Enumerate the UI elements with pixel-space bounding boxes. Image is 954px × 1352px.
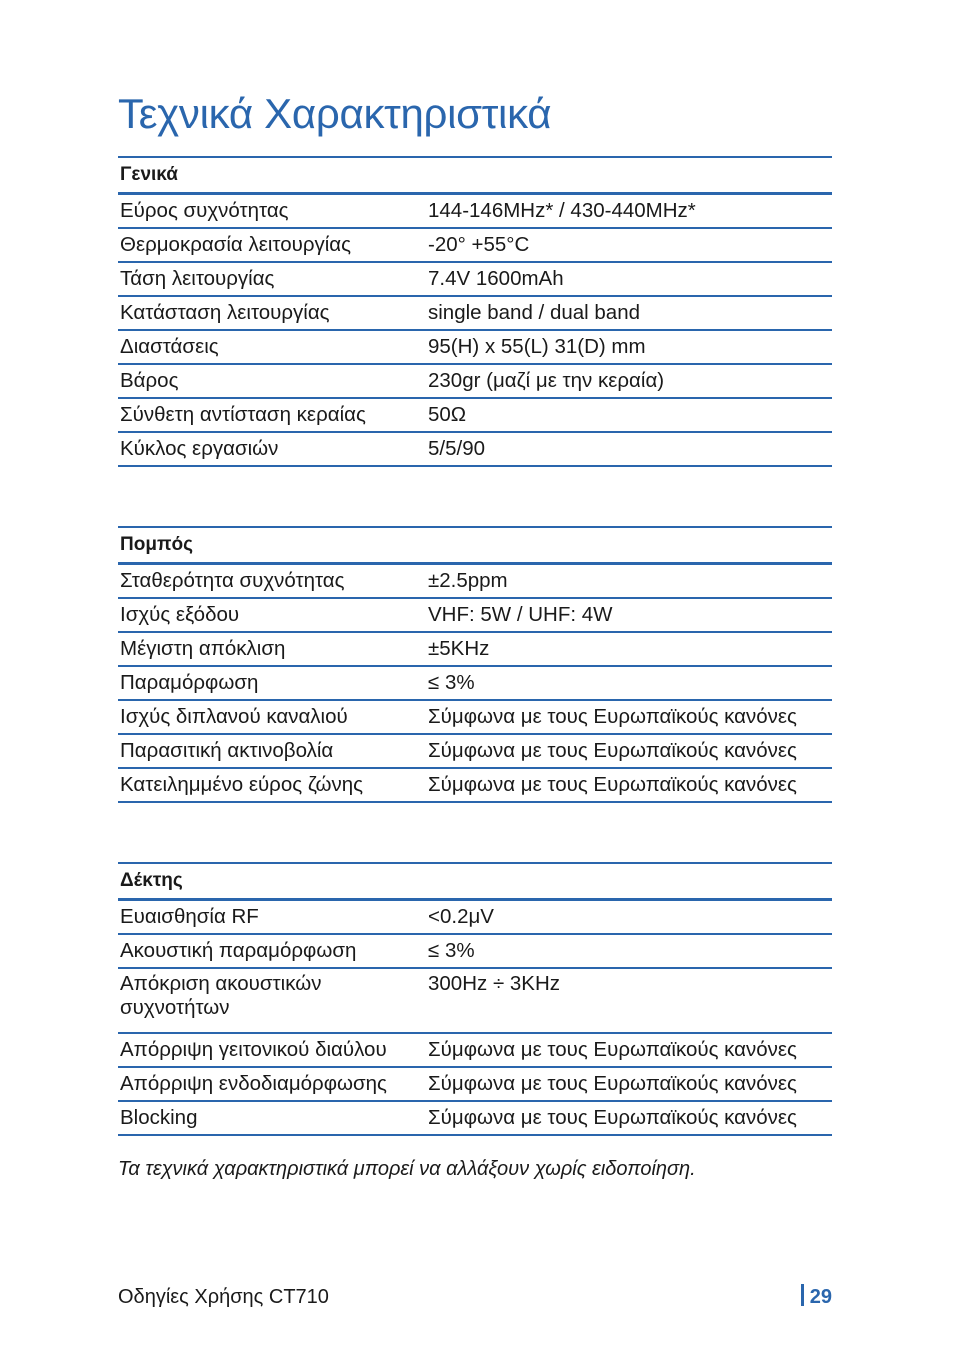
spec-value: 95(H) x 55(L) 31(D) mm [426,330,832,364]
section-heading-general: Γενικά [118,157,832,194]
table-row [118,934,832,968]
spec-table-receiver [118,862,832,1136]
spec-value: 50Ω [426,398,832,432]
spec-value: Σύμφωνα με τους Ευρωπαϊκούς κανόνες [426,1033,832,1067]
spec-value: single band / dual band [426,296,832,330]
spec-value: 7.4V 1600mAh [426,262,832,296]
table-row [118,432,832,466]
spec-value: 144-146MHz* / 430-440MHz* [426,194,832,229]
spec-value: ≤ 3% [426,934,832,968]
table-row [118,598,832,632]
spec-label: Blocking [118,1101,426,1135]
table-row [118,296,832,330]
table-row [118,564,832,599]
table-row [118,734,832,768]
spec-label: Απόρριψη γειτονικού διαύλου [118,1033,426,1067]
page-number: 29 [809,1286,832,1308]
disclaimer-note: Τα τεχνικά χαρακτηριστικά μπορεί να αλλάξουν χωρίς ειδοποίηση. [118,1158,696,1180]
spec-label: Σταθερότητα συχνότητας [118,564,426,599]
section-header-row [118,527,832,564]
spec-label: Παραμόρφωση [118,666,426,700]
spec-label: Ευαισθησία RF [118,900,426,935]
table-row [118,1101,832,1135]
table-row [118,700,832,734]
page-title: Τεχνικά Χαρακτηριστικά [118,90,552,137]
table-row [118,398,832,432]
table-row [118,1033,832,1067]
section-header-row [118,863,832,900]
spec-value: Σύμφωνα με τους Ευρωπαϊκούς κανόνες [426,700,832,734]
spec-label: Βάρος [118,364,426,398]
spec-label: Εύρος συχνότητας [118,194,426,229]
table-row [118,1067,832,1101]
section-heading-receiver: Δέκτης [118,863,832,900]
table-row [118,768,832,802]
table-row [118,632,832,666]
page-number-divider [801,1284,804,1306]
spec-label: Διαστάσεις [118,330,426,364]
spec-value: VHF: 5W / UHF: 4W [426,598,832,632]
spec-value: -20° +55°C [426,228,832,262]
spec-label: Κύκλος εργασιών [118,432,426,466]
table-row [118,900,832,935]
spec-value: ±2.5ppm [426,564,832,599]
spec-label: Κατάσταση λειτουργίας [118,296,426,330]
spec-label: Τάση λειτουργίας [118,262,426,296]
spec-value: ±5KHz [426,632,832,666]
spec-label: Θερμοκρασία λειτουργίας [118,228,426,262]
spec-label: Κατειλημμένο εύρος ζώνης [118,768,426,802]
spec-label: Απόρριψη ενδοδιαμόρφωσης [118,1067,426,1101]
section-header-row [118,157,832,194]
spec-value: ≤ 3% [426,666,832,700]
table-row [118,262,832,296]
footer-manual-title: Οδηγίες Χρήσης CT710 [118,1286,329,1308]
spec-table-transmitter [118,526,832,803]
spec-value: Σύμφωνα με τους Ευρωπαϊκούς κανόνες [426,768,832,802]
table-row [118,194,832,229]
spec-label: Ισχύς εξόδου [118,598,426,632]
spec-value: Σύμφωνα με τους Ευρωπαϊκούς κανόνες [426,1067,832,1101]
spec-label: Σύνθετη αντίσταση κεραίας [118,398,426,432]
spec-label: Απόκριση ακουστικών συχνοτήτων [118,968,426,1033]
spec-label: Μέγιστη απόκλιση [118,632,426,666]
spec-value: 300Hz ÷ 3KHz [426,968,832,1033]
table-row [118,228,832,262]
table-row [118,666,832,700]
table-row [118,330,832,364]
spec-value: Σύμφωνα με τους Ευρωπαϊκούς κανόνες [426,1101,832,1135]
section-heading-transmitter: Πομπός [118,527,832,564]
spec-value: <0.2μV [426,900,832,935]
spec-label: Ακουστική παραμόρφωση [118,934,426,968]
table-row [118,364,832,398]
spec-table-general [118,156,832,467]
footer-page-number [801,1284,832,1310]
spec-value: 230gr (μαζί με την κεραία) [426,364,832,398]
spec-value: 5/5/90 [426,432,832,466]
spec-label: Παρασιτική ακτινοβολία [118,734,426,768]
spec-value: Σύμφωνα με τους Ευρωπαϊκούς κανόνες [426,734,832,768]
table-row [118,968,832,1033]
spec-label: Ισχύς διπλανού καναλιού [118,700,426,734]
